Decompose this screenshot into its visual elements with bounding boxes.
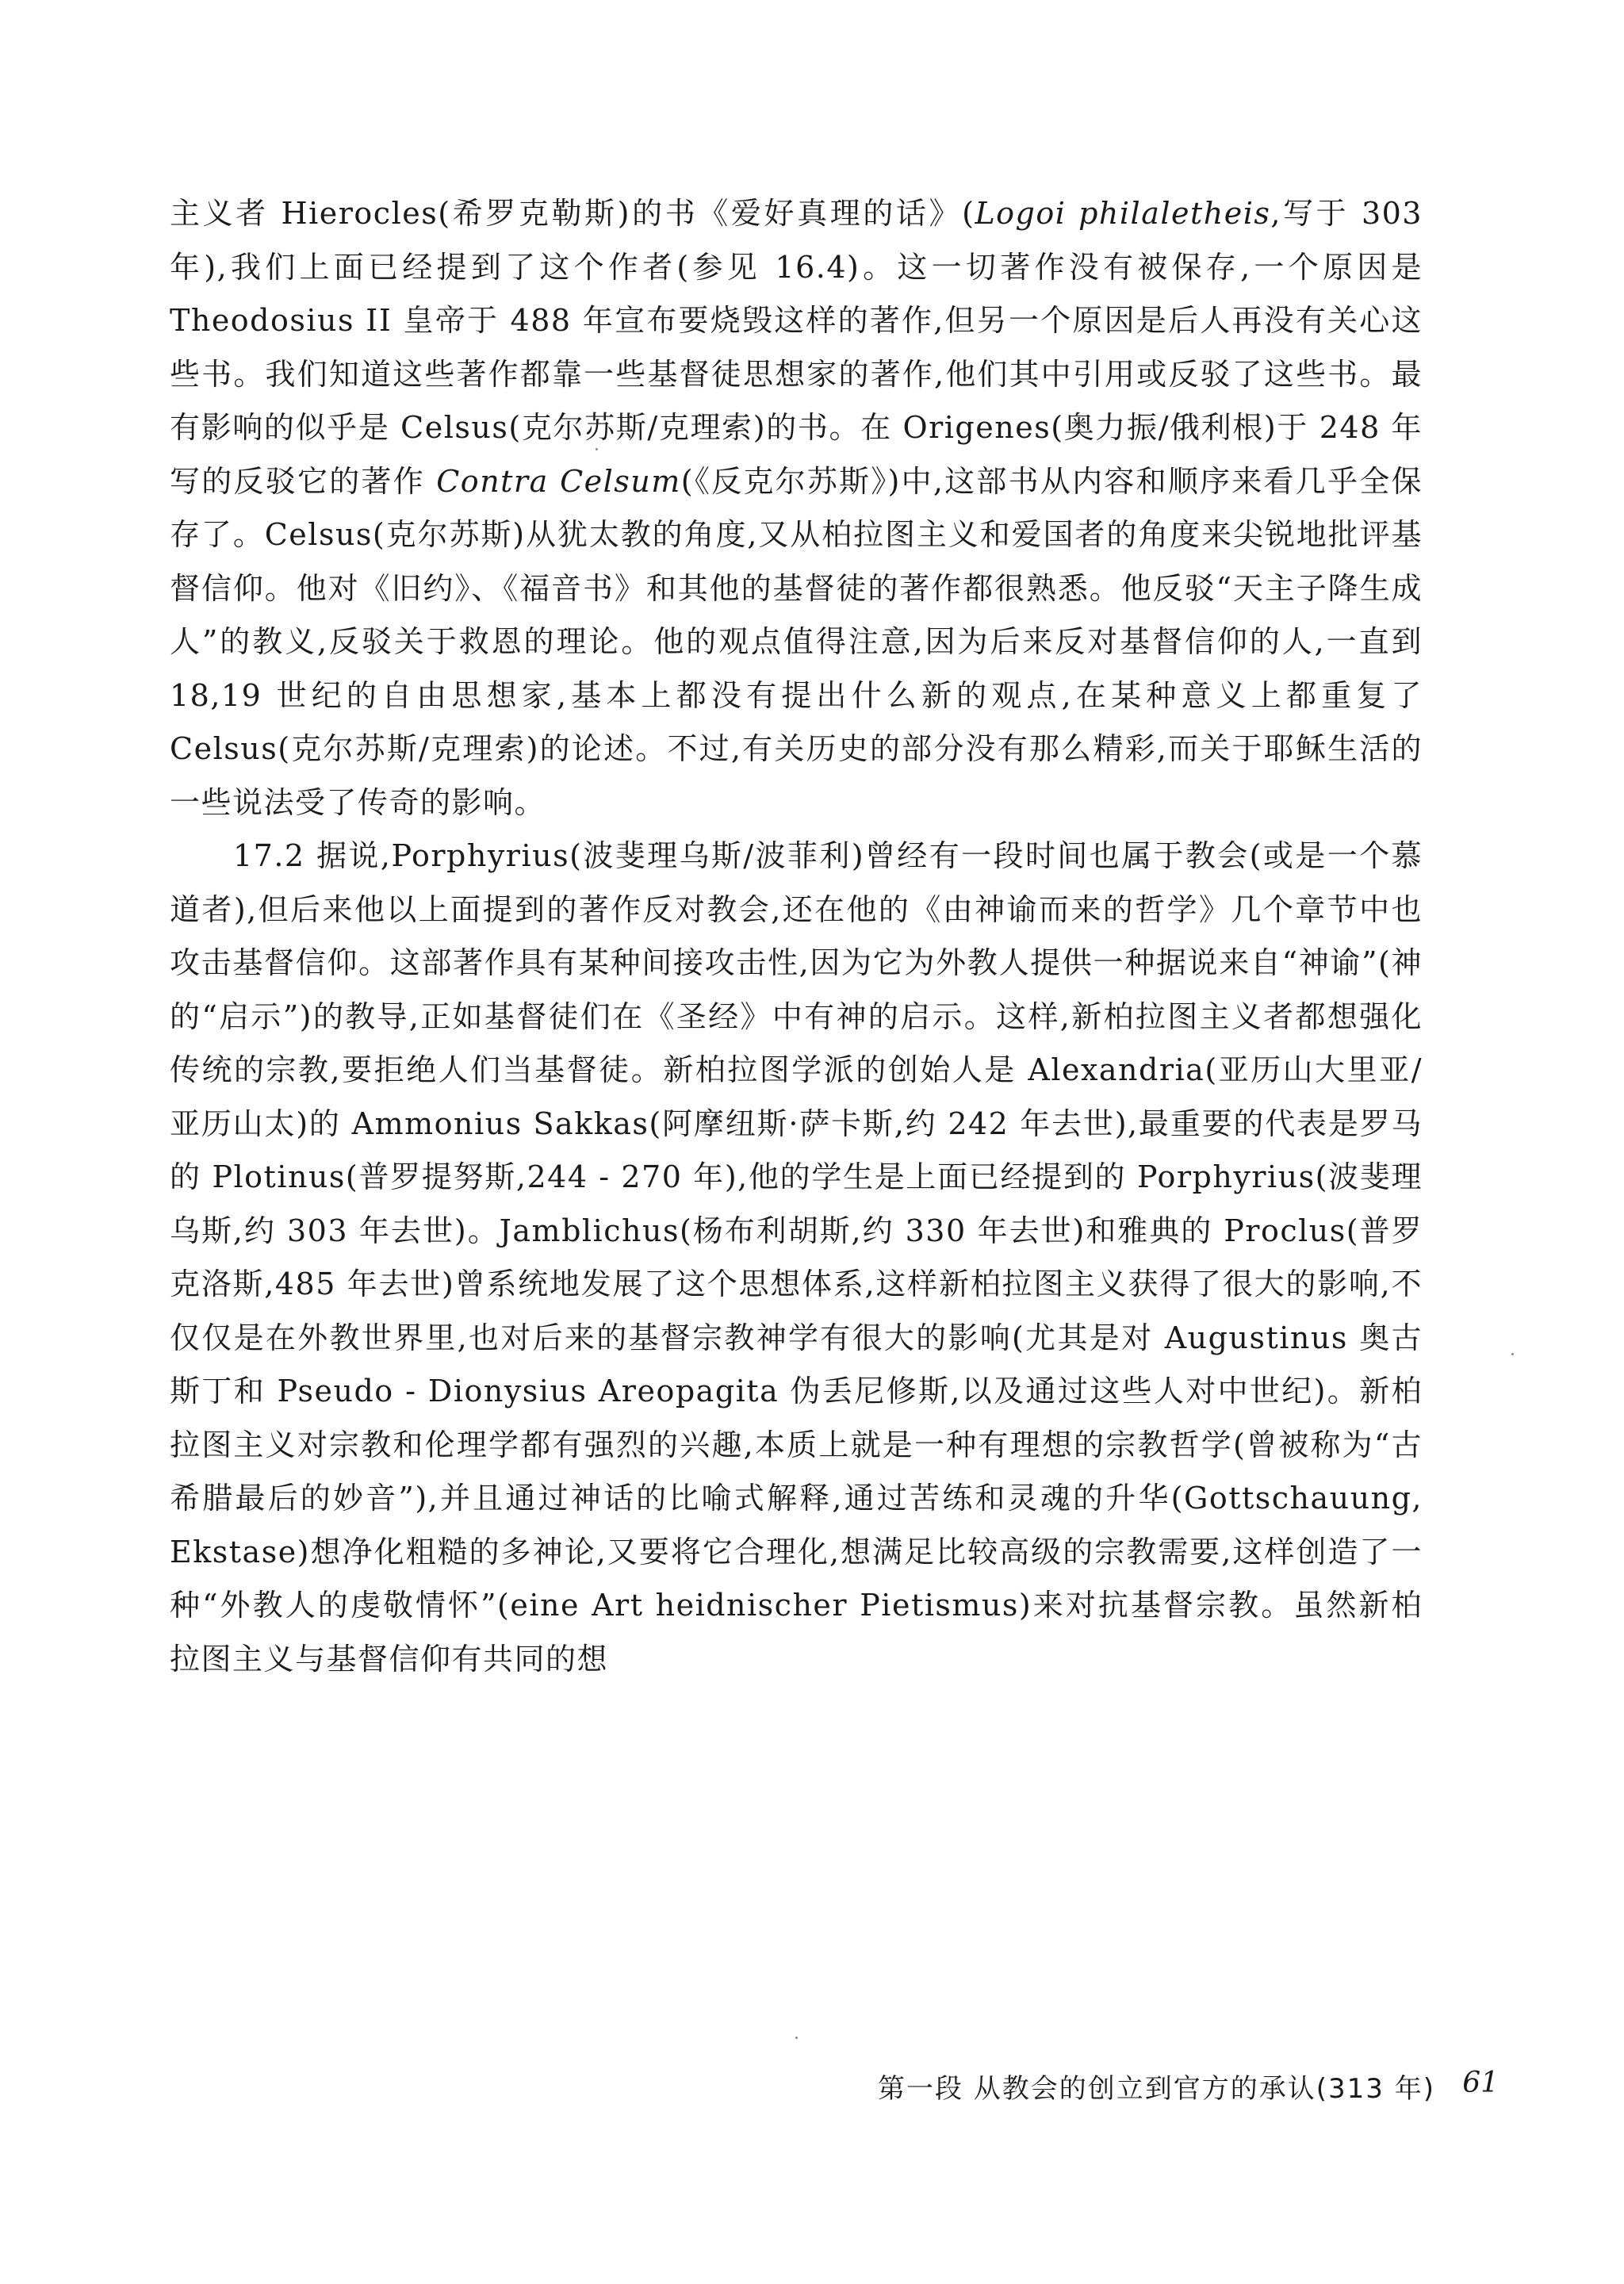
italic-title-text: Logoi philaletheis [975,196,1271,231]
body-text [170,187,1423,1686]
paragraph-text: 17.2 据说,Porphyrius(波斐理乌斯/波菲利)曾经有一段时间也属于教会(或是一个慕道者),但后来他以上面提到的著作反对教会,还在他的《由神谕而来的哲学》几个章节中也攻击基督信仰。这部著作具有某种间接攻击性,因为它为外教人提供一种据说来自“神谕”(神的“启示”)的教导,正如基督徒们在《圣经》中有神的启示。这样,新柏拉图主义者都想强化传统的宗教,要拒绝人们当基督徒。新柏拉图学派的创始人是 Alexandria(亚历山大里亚/亚历山太)的 Ammonius Sakkas(阿摩纽斯·萨卡斯,约 242 年去世),最重要的代表是罗马的 Plotinus(普罗提努斯,244 - 270 年),他的学生是上面已经提到的 Porphyrius(波斐理乌斯,约 303 年去世)。Jamblichus(杨布利胡斯,约 330 年去世)和雅典的 Proclus(普罗克洛斯,485 年去世)曾系统地发展了这个思想体系,这样新柏拉图主义获得了很大的影响,不仅仅是在外教世界里,也对后来的基督宗教神学有很大的影响(尤其是对 Augustinus 奥古斯丁和 Pseudo - Dionysius Areopagita 伪丢尼修斯,以及通过这些人对中世纪)。新柏拉图主义对宗教和伦理学都有强烈的兴趣,本质上就是一种有理想的宗教哲学(曾被称为“古希腊最后的妙音”),并且通过神话的比喻式解释,通过苦练和灵魂的升华(Gottschauung, Ekstase)想净化粗糙的多神论,又要将它合理化,想满足比较高级的宗教需要,这样创造了一种“外教人的虔敬情怀”(eine Art heidnischer Pietismus)来对抗基督宗教。虽然新柏拉图主义与基督信仰有共同的想 [170,838,1423,1677]
scan-speck [795,2037,798,2039]
page-footer [769,2067,1499,2108]
paragraph-text: 主义者 Hierocles(希罗克勒斯)的书《爱好真理的话》( [170,196,975,231]
paragraph [170,187,1423,830]
running-title: 第一段 从教会的创立到官方的承认(313 年) [877,2073,1435,2105]
paragraph [170,830,1423,1686]
page-number: 61 [1462,2067,1499,2099]
scan-speck [1511,1353,1514,1355]
paragraph-text: (《反克尔苏斯》)中,这部书从内容和顺序来看几乎全保存了。Celsus(克尔苏斯)从犹太教的角度,又从柏拉图主义和爱国者的角度来尖锐地批评基督信仰。他对《旧约》、《福音书》和其他的基督徒的著作都很熟悉。他反驳“天主子降生成人”的教义,反驳关于救恩的理论。他的观点值得注意,因为后来反对基督信仰的人,一直到 18,19 世纪的自由思想家,基本上都没有提出什么新的观点,在某种意义上都重复了 Celsus(克尔苏斯/克理索)的论述。不过,有关历史的部分没有那么精彩,而关于耶稣生活的一些说法受了传奇的影响。 [170,463,1423,820]
paragraph-text: ,写于 303 年),我们上面已经提到了这个作者(参见 16.4)。这一切著作没有被保存,一个原因是 Theodosius II 皇帝于 488 年宣布要烧毁这样的著作,但另一个原因是后人再没有关心这些书。我们知道这些著作都靠一些基督徒思想家的著作,他们其中引用或反驳了这些书。最有影响的似乎是 Celsus(克尔苏斯/克理索)的书。在 Origenes(奥力振/俄利根)于 248 年写的反驳它的著作 [170,196,1423,499]
scan-speck [596,448,598,450]
italic-title-text: Contra Celsum [436,463,681,499]
